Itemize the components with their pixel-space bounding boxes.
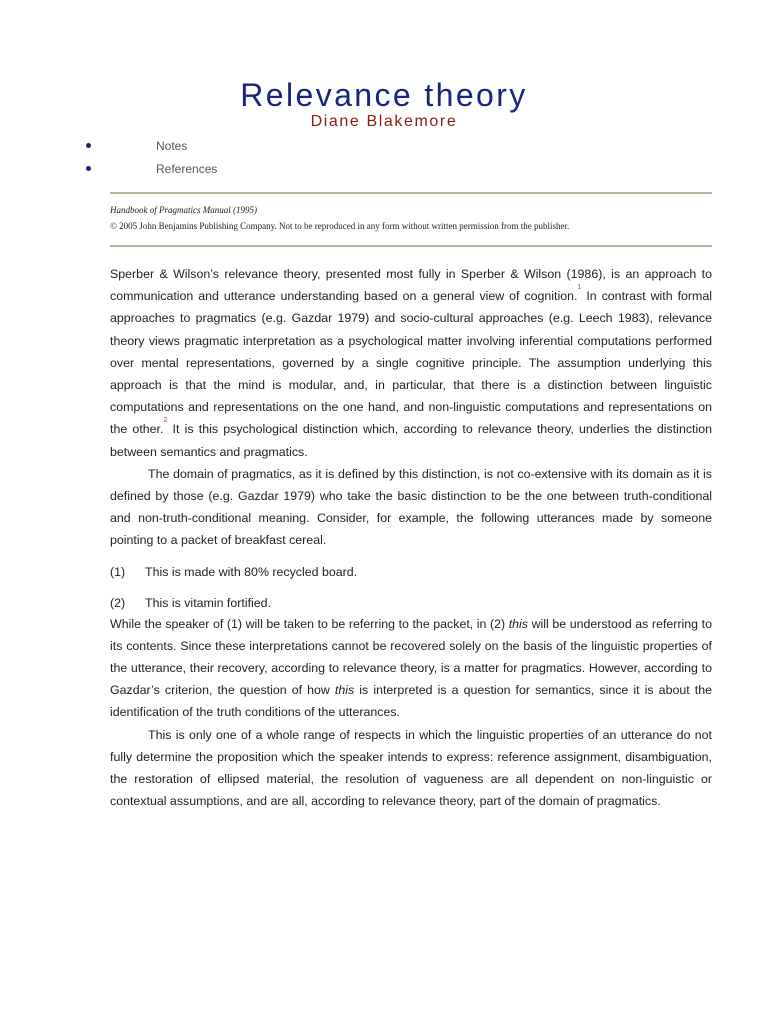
divider-top [110,192,712,194]
toc-link-notes[interactable]: Notes [156,139,188,153]
divider-bottom [110,245,712,247]
paragraph-3: While the speaker of (1) will be taken to be referring to the packet, in (2) this will be understood as referring to its contents. Since these interpretations cannot be recovered solely on the basis of the linguistic properties of the utterance, their recovery, according to relevance theory, is a matter for pragmatics. However, according to Gazdar’s criterion, the question of how this is interpreted is a question for semantics, since it is about the identification of the truth conditions of the utterances. [110,616,712,720]
footnote-marker-1[interactable]: 1 [577,284,582,292]
bullet-icon [86,166,91,171]
example-number: (1) [110,564,126,579]
source-handbook: Handbook of Pragmatics Manual (1995) [110,205,257,215]
toc-link-references[interactable]: References [156,162,218,176]
article-body [110,263,712,812]
example-1 [110,562,712,582]
example-text: This is made with 80% recycled board. [145,564,358,579]
copyright-notice: © 2005 John Benjamins Publishing Company. Not to be reproduced in any form without written permission from the publisher. [110,221,570,231]
footnote-marker-2[interactable]: 2 [163,417,168,425]
paragraph-1: Sperber & Wilson’s relevance theory, presented most fully in Sperber & Wilson (1986), is an approach to communication and utterance understanding based on a general view of cognition.$^1$ In contrast with formal approaches to pragmatics (e.g. Gazdar 1979) and socio-cultural approaches (e.g. Leech 1983), relevance theory views pragmatic interpretation as a psychological matter involving inferential computations performed over mental representations, governed by a single cognitive principle. The assumption underlying this approach is that the mind is modular, and, in particular, that there is a distinction between linguistic computations and representations on the one hand, and non-linguistic computations and representations on the other.$^2$ It is this psychological distinction which, according to relevance theory, underlies the distinction between semantics and pragmatics. [110,267,713,459]
paragraph-2: The domain of pragmatics, as it is defined by this distinction, is not co-extensive with its domain as it is defined by those (e.g. Gazdar 1979) who take the basic distinction to be the one between truth-conditional and non-truth-conditional meaning. Consider, for example, the following utterances made by someone pointing to a packet of breakfast cereal. [110,466,712,548]
example-number: (2) [110,595,126,610]
paragraph-4: This is only one of a whole range of respects in which the linguistic properties of an utterance do not fully determine the proposition which the speaker intends to express: reference assignment, disambiguation, the restoration of ellipsed material, the resolution of vagueness are all dependent on non-linguistic or contextual assumptions, and are all, according to relevance theory, part of the domain of pragmatics. [110,727,712,809]
page-title: Relevance theory [240,77,528,113]
example-2 [110,593,712,613]
example-text: This is vitamin fortified. [145,595,272,610]
bullet-icon [86,143,91,148]
author-name: Diane Blakemore [310,113,458,130]
